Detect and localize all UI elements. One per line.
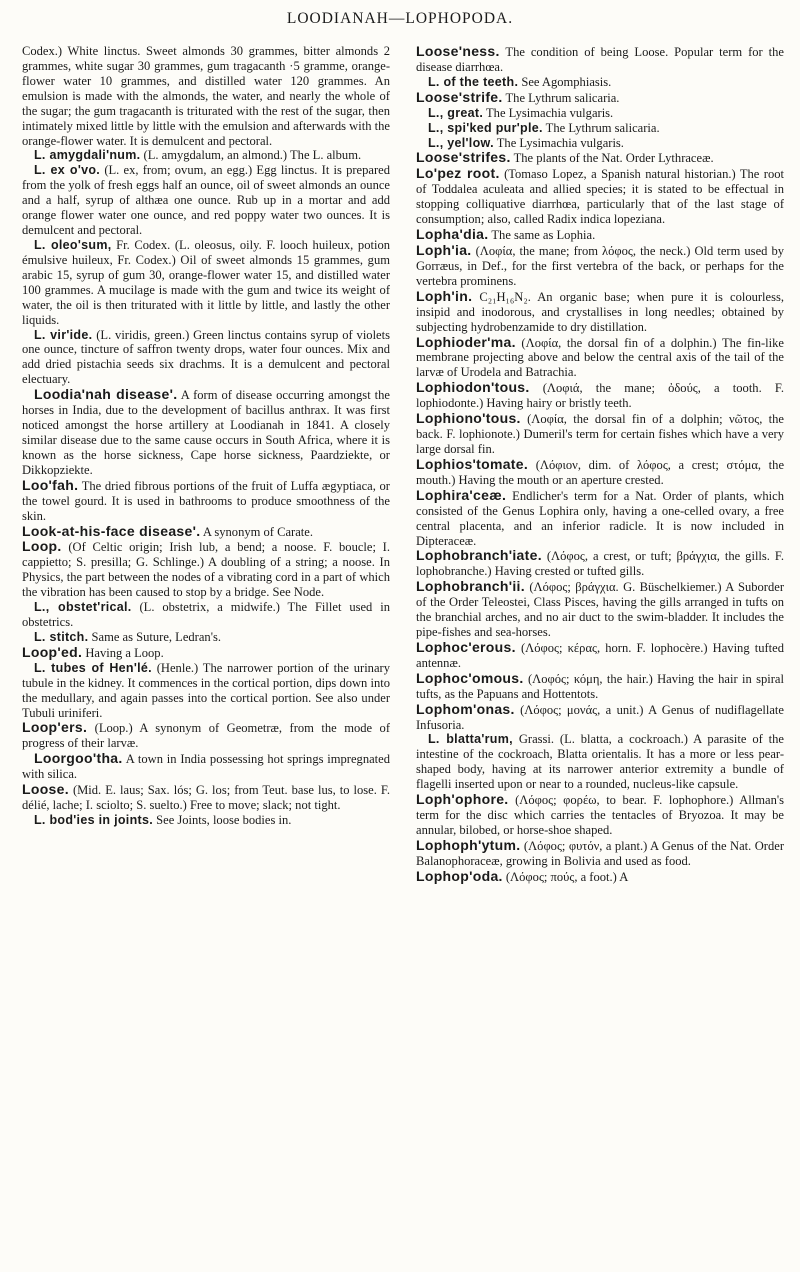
entry-text: (Λόφος; φορέω, to bear. F. lophophore.) Allman's term for the disc which carries the tentacles of Bryozoa. It may be annular, bilobed, or horse-shoe shaped.	[416, 793, 784, 838]
entry-headword: Loph'ia.	[416, 241, 472, 258]
dictionary-entry	[416, 335, 784, 381]
entry-headword: Lophoc'omous.	[416, 669, 524, 686]
entry-text: (L. ex, from; ovum, an egg.) Egg linctus. It is prepared from the yolk of fresh eggs half an ounce, oil of sweet almonds an ounce and a half, syrup of althæa one ounce. Rub up in a mortar and add orange flower water one ounce, and red poppy water two ounces. It is demulcent and pectoral.	[22, 163, 390, 238]
entry-text: The Lysimachia vulgaris.	[496, 135, 624, 150]
entry-text: (Λοφός; κόμη, the hair.) Having the hair in spiral tufts, as the Papuans and Hottentots.	[416, 671, 784, 701]
entry-text: A town in India possessing hot springs impregnated with silica.	[22, 752, 390, 782]
dictionary-entry	[22, 751, 390, 782]
entry-headword: Loph'in.	[416, 287, 473, 304]
dictionary-entry	[22, 720, 390, 751]
dictionary-entry	[22, 782, 390, 813]
entry-text: Codex.) White linctus. Sweet almonds 30 grammes, bitter almonds 2 grammes, white sugar 30 grammes, gum tragacanth ·5 gramme, orange-flower water 10 grammes, and distilled water 120 grammes. An emulsion is made with the almonds, the water, and nearly the whole of the sugar; the gum tragacanth is triturated with the rest of the sugar, then intimately mixed little by little with the emulsion and afterwards with the orange-flower water. It is demulcent and pectoral.	[22, 44, 390, 148]
entry-headword: Lophoc'erous.	[416, 638, 516, 655]
entry-headword: L. bod'ies in joints.	[34, 813, 153, 828]
dictionary-entry	[22, 163, 390, 238]
dictionary-entry	[416, 289, 784, 335]
entry-text: (Λόφος, a crest, or tuft; βράγχια, the gills. F. lophobranche.) Having crested or tufted gills.	[416, 549, 784, 579]
dictionary-entry	[416, 411, 784, 457]
dictionary-entry	[416, 44, 784, 75]
entry-text: A form of disease occurring amongst the horses in India, due to the development of bacillus anthrax. It was first noticed amongst the horse artillery at Loodianah in 1841. A closely similar disease due to the same cause occurs in South Africa, where it is known as the horse sickness, Cape horse sickness, Paardziekte, or Dikkopziekte.	[22, 388, 390, 477]
dictionary-entry	[416, 548, 784, 579]
dictionary-entry	[416, 227, 784, 243]
dictionary-entry	[22, 813, 390, 828]
entry-text: C₂₁H₁₆N₂. An organic base; when pure it is colourless, insipid and inodorous, and crystallises in long needles; obtained by subjecting hydrobenzamide to dry distillation.	[416, 289, 784, 334]
entry-text: (Λόφος; φυτόν, a plant.) A Genus of the Nat. Order Balanophoraceæ, growing in Bolivia and used as food.	[416, 838, 784, 868]
entry-text: (Henle.) The narrower portion of the urinary tubule in the kidney. It commences in the cortical portion, dips down into the medullary, and again passes into the cortical portion. See also under Tubuli uriniferi.	[22, 660, 390, 720]
entry-text: The dried fibrous portions of the fruit of Luffa ægyptiaca, or the towel gourd. It is used in bathrooms to produce smoothness of the skin.	[22, 478, 390, 523]
dictionary-entry	[416, 671, 784, 702]
entry-text: (Λόφος; βράγχια. G. Büschelkiemer.) A Suborder of the Order Teleostei, Class Pisces, having the gills arranged in tufts on the branchial arches, and no air duct to the swim-bladder. It includes the pipe-fishes and sea-horses.	[416, 580, 784, 640]
entry-text: (Λόφος; μονάς, a unit.) A Genus of nudiflagellate Infusoria.	[416, 702, 784, 732]
running-head: LOODIANAH—LOPHOPODA.	[286, 10, 514, 27]
entry-headword: Lophira'ceæ.	[416, 486, 507, 503]
entry-headword: Loose.	[22, 781, 69, 798]
entry-text: (Λόφος; πούς, a foot.) A	[505, 869, 629, 884]
dictionary-entry	[416, 106, 784, 121]
entry-headword: Loose'strifes.	[416, 149, 511, 166]
entry-headword: Loph'ophore.	[416, 791, 509, 808]
entry-text: Endlicher's term for a Nat. Order of plants, which consisted of the Genus Lophira only, having a one-celled ovary, a free central placenta, and an inferior radicle. It is now included in Dipteraceæ.	[416, 488, 784, 548]
dictionary-entry	[416, 90, 784, 106]
entry-text: A synonym of Carate.	[202, 524, 313, 539]
entry-text: (Λοφία, the dorsal fin of a dolphin.) The fin-like membrane projecting above and below the central axis of the tail of the larvæ of Urodela and Batrachia.	[416, 335, 784, 380]
entry-headword: L. ex o'vo.	[34, 163, 101, 178]
entry-headword: Loop.	[22, 538, 62, 555]
dictionary-entry	[416, 838, 784, 869]
dictionary-entry	[416, 166, 784, 227]
dictionary-entry	[22, 645, 390, 661]
entry-headword: Lophobranch'ii.	[416, 578, 525, 595]
entry-headword: Lophiodon'tous.	[416, 379, 530, 396]
left-column	[22, 44, 390, 1262]
entry-text: See Joints, loose bodies in.	[156, 813, 292, 828]
dictionary-entry	[416, 640, 784, 671]
right-column	[416, 44, 784, 1262]
entry-headword: Lophop'oda.	[416, 867, 503, 884]
entry-headword: L. blatta'rum,	[428, 732, 513, 747]
dictionary-entry	[416, 380, 784, 411]
entry-headword: Lophios'tomate.	[416, 455, 529, 472]
entry-text: Having a Loop.	[85, 645, 164, 660]
dictionary-entry	[416, 792, 784, 838]
entry-headword: L., yel'low.	[428, 135, 494, 150]
dictionary-entry	[22, 600, 390, 630]
dictionary-entry	[416, 457, 784, 488]
entry-headword: L., great.	[428, 105, 484, 120]
entry-text: (Of Celtic origin; Irish lub, a bend; a noose. F. boucle; I. cappietto; S. presilla; G. Schlinge.) A doubling of a string; a noose. In Physics, the part between the nodes of a vibrating cord in a part of which the vibration has been caused to stop by a bridge. See Node.	[22, 540, 390, 600]
dictionary-entry	[22, 238, 390, 328]
dictionary-entry	[416, 243, 784, 289]
entry-text: (Λοφία, the dorsal fin of a dolphin; νῶτος, the back. F. lophionote.) Dumeril's term for certain fishes which have a very large dorsal fin.	[416, 412, 784, 456]
dictionary-entry	[416, 488, 784, 549]
entry-headword: Lo'pez root.	[416, 165, 500, 182]
entry-text: The Lythrum salicaria.	[545, 120, 660, 135]
entry-text: (Loop.) A synonym of Geometræ, from the mode of progress of their larvæ.	[22, 721, 390, 751]
entry-headword: L. of the teeth.	[428, 74, 519, 89]
entry-headword: L. tubes of Hen'lé.	[34, 660, 152, 675]
dictionary-entry	[22, 539, 390, 600]
entry-text: The plants of the Nat. Order Lythraceæ.	[513, 151, 714, 166]
entry-text: See Agomphiasis.	[521, 74, 612, 89]
entry-text: The Lysimachia vulgaris.	[486, 105, 614, 120]
dictionary-entry	[416, 75, 784, 90]
entry-text: (Λοφιά, the mane; ὀδούς, a tooth. F. lophiodonte.) Having hairy or bristly teeth.	[416, 381, 784, 411]
dictionary-entry	[22, 524, 390, 540]
entry-headword: Loose'strife.	[416, 88, 503, 105]
entry-text: Grassi. (L. blatta, a cockroach.) A parasite of the intestine of the cockroach, Blatta orientalis. It has a more or less pear-shaped body, having at its narrower anterior extremity a bundle of flagelli inserted upon or near to a rounded, nucleus-like capsule.	[416, 732, 784, 792]
dictionary-entry	[416, 869, 784, 885]
entry-text: (L. amygdalum, an almond.) The L. album.	[143, 148, 362, 163]
dictionary-entry	[416, 579, 784, 640]
dictionary-entry	[416, 121, 784, 136]
dictionary-entry	[22, 630, 390, 645]
entry-text: (Λόφιον, dim. of λόφος, a crest; στόμα, the mouth.) Having the mouth or an aperture crested.	[416, 457, 784, 487]
entry-headword: Loorgoo'tha.	[34, 750, 123, 767]
entry-text: (Tomaso Lopez, a Spanish natural historian.) The root of Toddalea aculeata and allied species; it is stated to be effectual in stopping colliquative diarrhœa, particularly that of the last stage of consumption; also, called Radix indica lopeziana.	[416, 167, 784, 227]
entry-text: (Λόφος; κέρας, horn. F. lophocère.) Having tufted antennæ.	[416, 640, 784, 670]
entry-headword: L. stitch.	[34, 629, 89, 644]
entry-text: The same as Lophia.	[491, 228, 596, 243]
entry-headword: L. amygdali'num.	[34, 148, 141, 163]
entry-headword: Loo'fah.	[22, 476, 79, 493]
entry-text: Fr. Codex. (L. oleosus, oily. F. looch huileux, potion émulsive huileux, Fr. Codex.) Oil of sweet almonds 15 grammes, gum arabic 15, syrup of gum 30, orange-flower water 15, and distilled water 100 grammes. A mucilage is made with the gum and twice its weight of water, the oil is then triturated with it little by little, and lastly the other liquids.	[22, 237, 390, 327]
dictionary-entry	[416, 150, 784, 166]
entry-text: Same as Suture, Ledran's.	[91, 629, 221, 644]
dictionary-entry	[22, 387, 390, 478]
entry-headword: L. vir'ide.	[34, 327, 93, 342]
entry-headword: L., obstet'rical.	[34, 600, 132, 615]
dictionary-entry	[416, 702, 784, 733]
entry-text: (Λοφία, the mane; from λόφος, the neck.) Old term used by Gorræus, in Def., for the first vertebra of the back, or perhaps for the vertebra prominens.	[416, 243, 784, 288]
entry-headword: Lophiono'tous.	[416, 410, 521, 427]
entry-text: (L. viridis, green.) Green linctus contains syrup of violets one ounce, tincture of saffron twenty drops, water four ounces. Mix and add dried pistachia seeds six drachms. It is a demulcent and pectoral electuary.	[22, 327, 390, 387]
entry-text: (Mid. E. laus; Sax. lós; G. los; from Teut. base lus, to lose. F. délié, lache; I. sciolto; S. suelto.) Free to move; slack; not tight.	[22, 783, 390, 813]
entry-headword: L., spi'ked pur'ple.	[428, 120, 543, 135]
entry-headword: Lopha'dia.	[416, 226, 489, 243]
entry-headword: Loop'ers.	[22, 719, 88, 736]
entry-headword: Lophioder'ma.	[416, 333, 516, 350]
entry-headword: Look-at-his-face disease'.	[22, 522, 201, 539]
entry-headword: Lophoph'ytum.	[416, 836, 521, 853]
entry-headword: Loodia'nah disease'.	[34, 386, 178, 403]
dictionary-entry	[416, 732, 784, 792]
dictionary-entry	[22, 44, 390, 148]
dictionary-entry	[416, 136, 784, 151]
dictionary-entry	[22, 661, 390, 721]
dictionary-entry	[22, 148, 390, 163]
entry-headword: Lophobranch'iate.	[416, 547, 542, 564]
entry-text: The Lythrum salicaria.	[505, 90, 620, 105]
entry-text: The condition of being Loose. Popular term for the disease diarrhœa.	[416, 45, 784, 74]
dictionary-entry	[22, 478, 390, 524]
entry-text: (L. obstetrix, a midwife.) The Fillet used in obstetrics.	[22, 600, 390, 630]
entry-headword: Loose'ness.	[416, 44, 500, 59]
entry-headword: L. oleo'sum,	[34, 237, 112, 252]
entry-headword: Loop'ed.	[22, 643, 83, 660]
dictionary-entry	[22, 328, 390, 388]
entry-headword: Lophom'onas.	[416, 700, 515, 717]
